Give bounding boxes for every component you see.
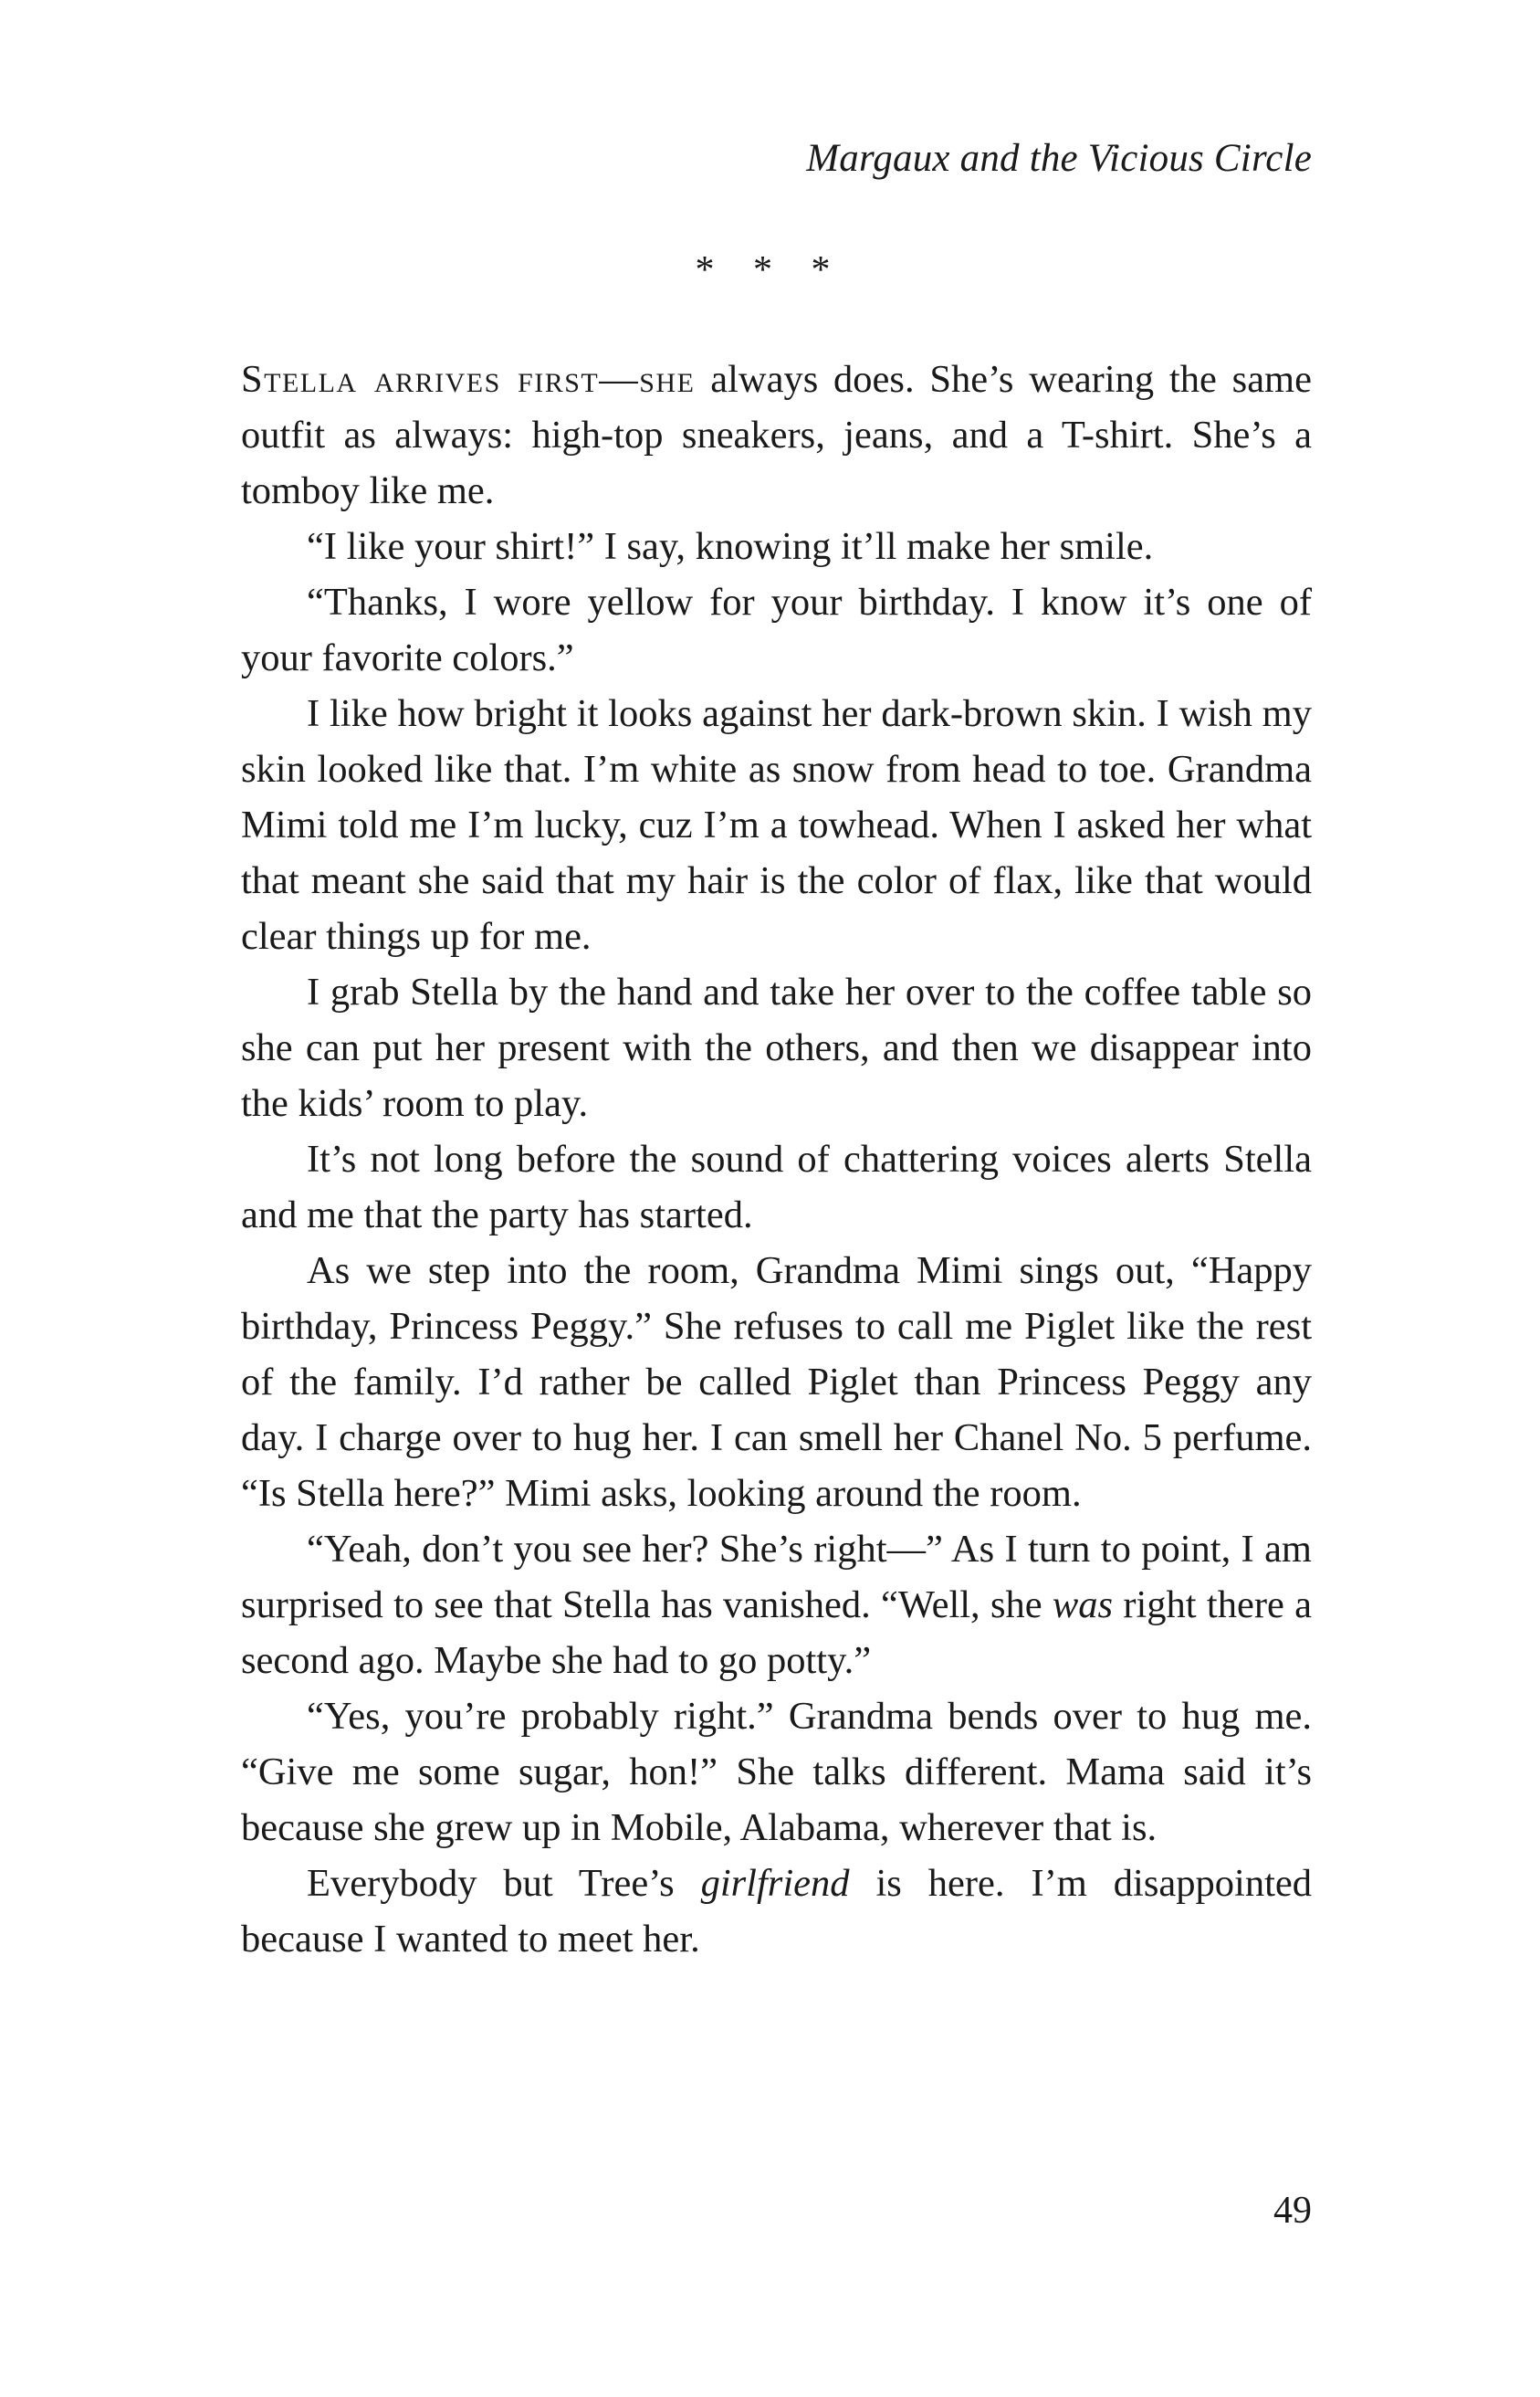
paragraph-text: always does. She’s wearing the same outfit as always: high-top sneakers, jeans, and a T-shirt. She’s a tomboy like me. — [241, 358, 1312, 512]
body-text — [241, 352, 1312, 1967]
paragraph: “Thanks, I wore yellow for your birthday. I know it’s one of your favorite colors.” — [241, 581, 1312, 679]
paragraph: I like how bright it looks against her dark-brown skin. I wish my skin looked like that. I’m white as snow from head to toe. Grandma Mimi told me I’m lucky, cuz I’m a towhead. When I asked her what that meant she said that my hair is the color of flax, like that would clear things up for me. — [241, 692, 1312, 958]
paragraph-text: “Yeah, don’t you see her? She’s right—” As I turn to point, I am surprised to see that Stella has vanished. “Well, she — [241, 1528, 1312, 1626]
paragraph — [241, 1856, 1312, 1967]
paragraph-text: Everybody but Tree’s — [307, 1862, 701, 1905]
page-number: 49 — [1273, 2190, 1312, 2232]
paragraph: “Yes, you’re probably right.” Grandma bends over to hug me. “Give me some sugar, hon!” She talks different. Mama said it’s because she grew up in Mobile, Alabama, wherever that is. — [241, 1695, 1312, 1849]
scene-break: * * * — [695, 249, 845, 291]
paragraph-text: right there a second ago. Maybe she had to go potty.” — [241, 1583, 1312, 1682]
paragraph: It’s not long before the sound of chattering voices alerts Stella and me that the party has started. — [241, 1138, 1312, 1236]
paragraph: As we step into the room, Grandma Mimi sings out, “Happy birthday, Princess Peggy.” She refuses to call me Piglet like the rest of the family. I’d rather be called Piglet than Princess Peggy any day. I charge over to hug her. I can smell her Chanel No. 5 perfume. “Is Stella here?” Mimi asks, looking around the room. — [241, 1249, 1312, 1515]
running-head: Margaux and the Vicious Circle — [806, 137, 1312, 180]
paragraph: “I like your shirt!” I say, knowing it’ll make her smile. — [307, 525, 1154, 568]
small-caps-lead-in: Stella arrives first—she — [241, 358, 696, 401]
paragraph — [241, 1521, 1312, 1688]
paragraph-text: is here. I’m disappointed because I wanted to meet her. — [241, 1862, 1312, 1961]
paragraph: I grab Stella by the hand and take her over to the coffee table so she can put her present with the others, and then we disappear into the kids’ room to play. — [241, 971, 1312, 1125]
paragraph — [241, 352, 1312, 519]
italic-emphasis: was — [1052, 1583, 1114, 1626]
italic-emphasis: girlfriend — [700, 1862, 850, 1905]
